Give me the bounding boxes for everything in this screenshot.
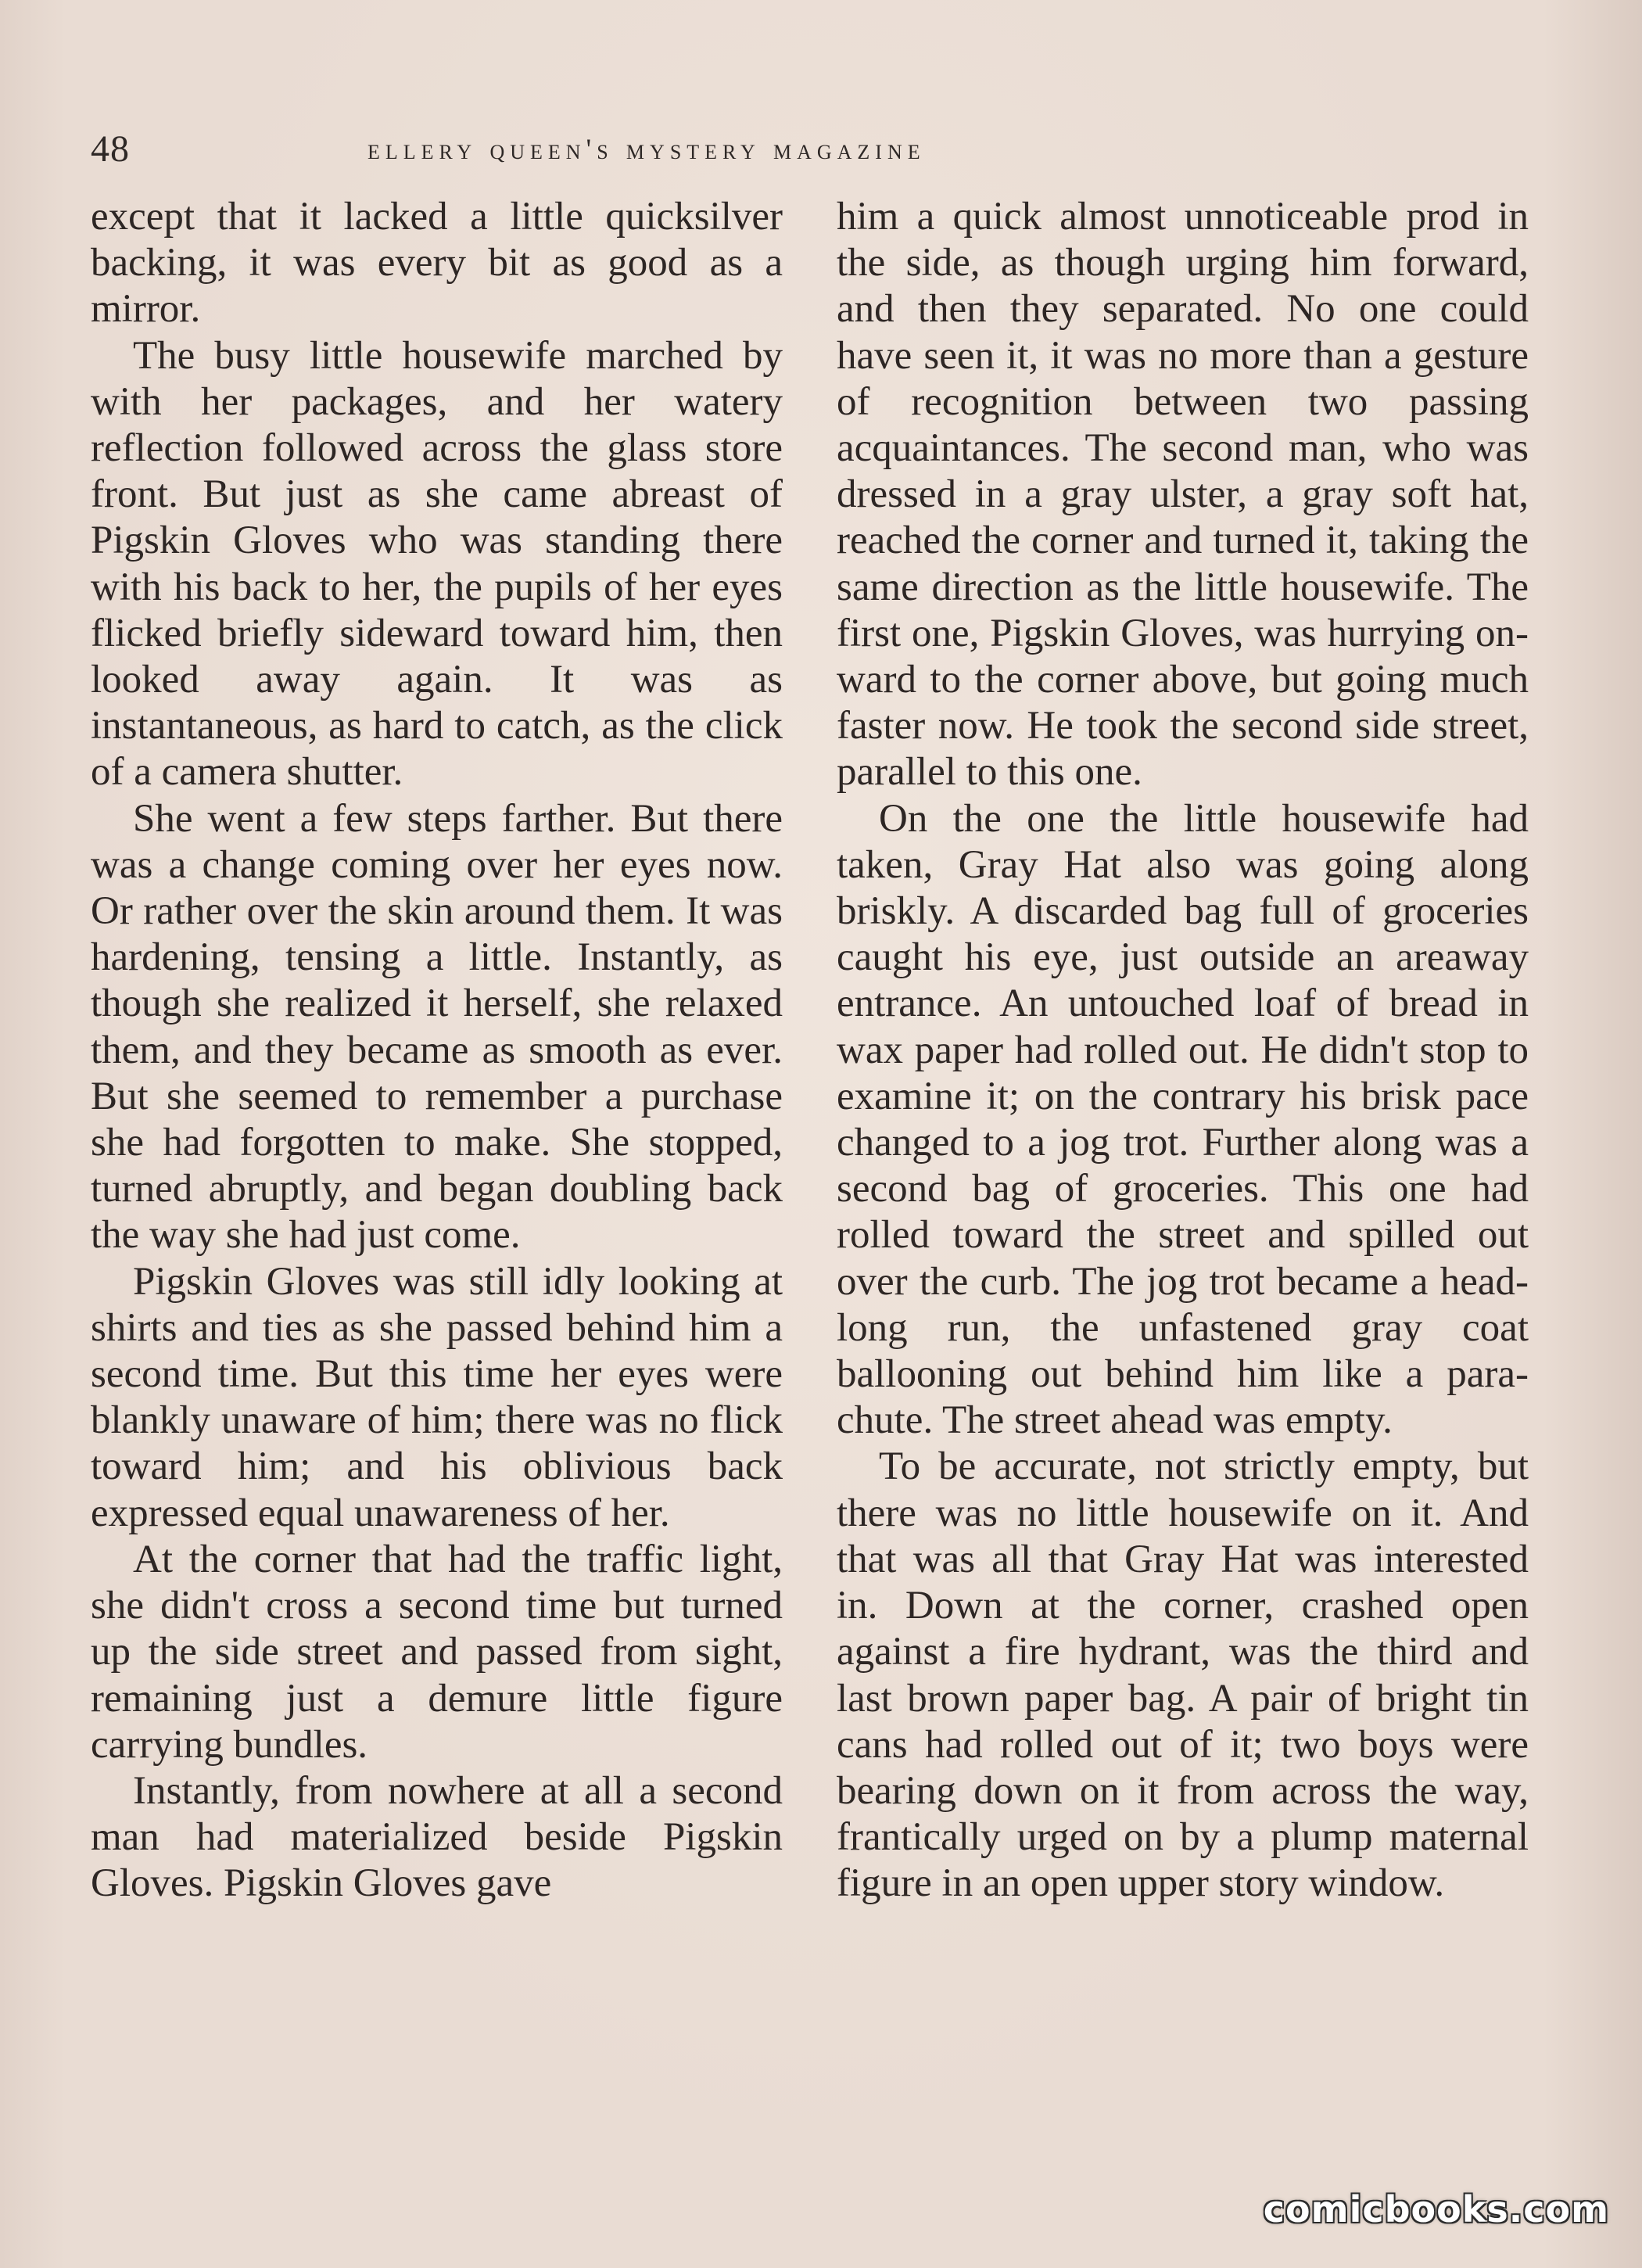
paragraph: She went a few steps farther. But there was a change coming over her eyes now. Or rather over the skin around them. It was hardening, tensing a little. Instantly, as though she realized it herself, she relaxed them, and they became as smooth as ever. But she seemed to remember a purchase she had forgotten to make. She stopped, turned abruptly, and began doubling back the way she had just come.	[91, 796, 783, 1258]
paragraph: To be accurate, not strictly empty, but there was no little housewife on it. And that was all that Gray Hat was interested in. Down at the corner, crashed open against a fire hydrant, was the third and last brown paper bag. A pair of bright tin cans had rolled out of it; two boys were bearing down on it from across the way, frantically urged on by a plump maternal figure in an open upper story window.	[837, 1444, 1529, 1906]
paragraph: Pigskin Gloves was still idly looking at shirts and ties as she passed behind him a second time. But this time her eyes were blankly unaware of him; there was no flick toward him; and his oblivious back expressed equal unawareness of her.	[91, 1259, 783, 1535]
left-column	[91, 194, 783, 1907]
paragraph: The busy little housewife marched by with her packages, and her watery reflection followed across the glass store front. But just as she came abreast of Pigskin Gloves who was standing there with his back to her, the pupils of her eyes flicked briefly sideward toward him, then looked away again. It was as instantaneous, as hard to catch, as the click of a camera shutter.	[91, 333, 783, 795]
watermark: comicbooks.com	[1263, 2188, 1609, 2230]
paragraph: him a quick almost unnoticeable prod in the side, as though urging him forward, and then they separated. No one could have seen it, it was no more than a gesture of recognition between two passing acquaintances. The second man, who was dressed in a gray ulster, a gray soft hat, reached the corner and turned it, taking the same direction as the little housewife. The first one, Pigskin Gloves, was hurrying onward to the corner above, but going much faster now. He took the second side street, parallel to this one.	[837, 195, 1529, 795]
paragraph: except that it lacked a little quicksilver backing, it was every bit as good as a mirror.	[91, 195, 783, 332]
paragraph: On the one the little housewife had taken, Gray Hat also was going along briskly. A discarded bag full of groceries caught his eye, just outside an areaway entrance. An untouched loaf of bread in wax paper had rolled out. He didn't stop to examine it; on the contrary his brisk pace changed to a jog trot. Further along was a second bag of groceries. This one had rolled toward the street and spilled out over the curb. The jog trot became a headlong run, the unfastened gray coat ballooning out behind him like a parachute. The street ahead was empty.	[837, 796, 1529, 1443]
paragraph: At the corner that had the traffic light, she didn't cross a second time but turned up the side street and passed from sight, remaining just a demure little figure carrying bundles.	[91, 1537, 783, 1767]
running-title: ellery queen's mystery magazine	[367, 134, 926, 166]
page-number: 48	[91, 128, 130, 170]
paragraph: Instantly, from nowhere at all a second man had materialized beside Pigskin Gloves. Pigskin Gloves gave	[91, 1768, 783, 1906]
right-column	[837, 194, 1529, 1907]
